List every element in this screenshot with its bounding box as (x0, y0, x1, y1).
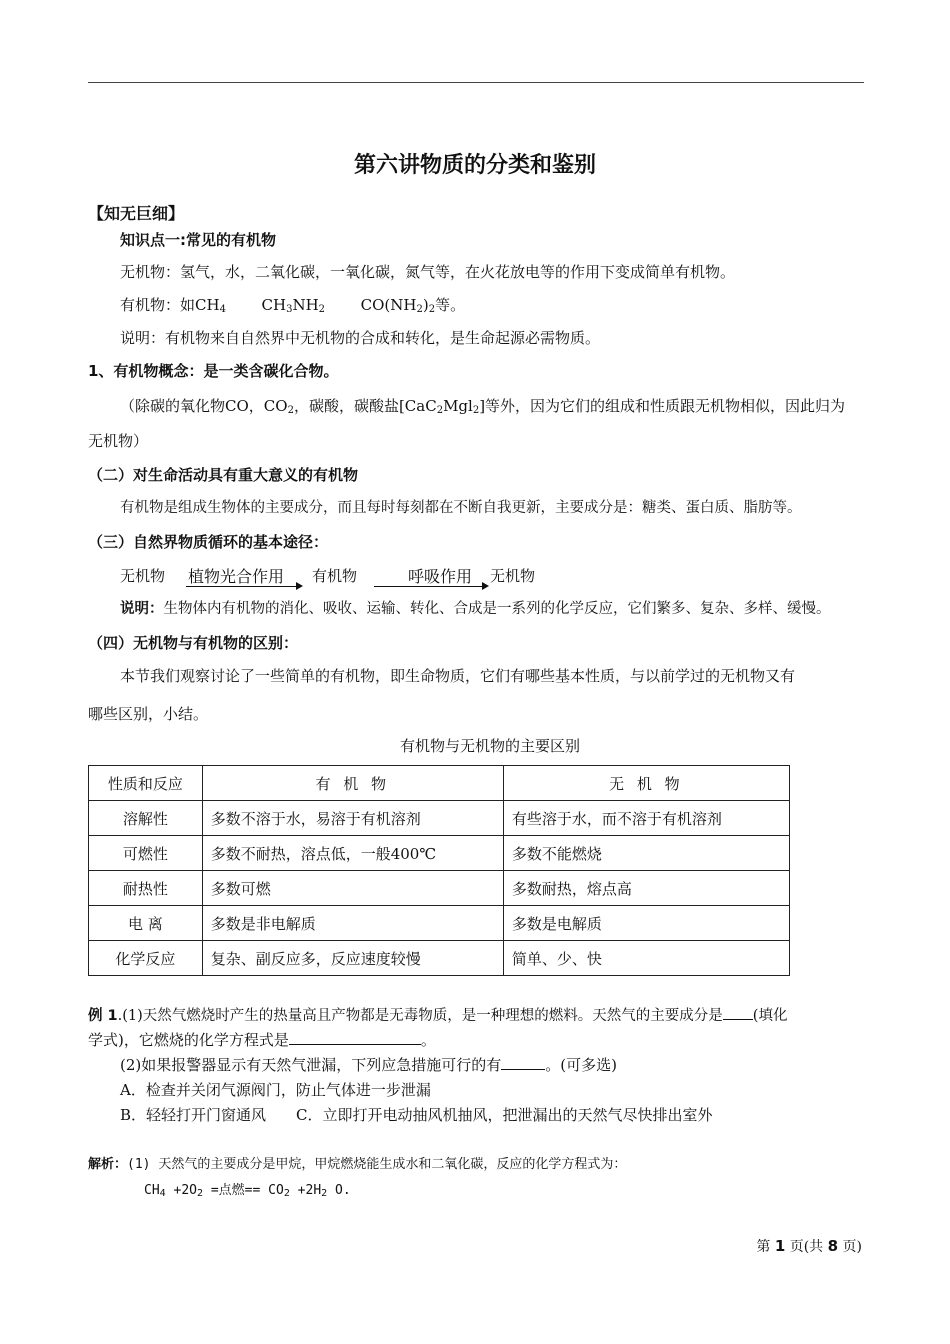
sec2-text: 有机物是组成生物体的主要成分，而且每时每刻都在不断自我更新，主要成分是：糖类、蛋白质、脂肪等。 (120, 500, 802, 516)
table-caption: 有机物与无机物的主要区别 (399, 737, 580, 755)
cycle-step2-label: 呼吸作用 (408, 567, 473, 586)
table-header-cell: 无 机 物 (503, 766, 789, 801)
table-cell: 复杂、副反应多，反应速度较慢 (202, 941, 503, 976)
table-cell: 溶解性 (89, 801, 203, 836)
table-cell: 多数不耐热，溶点低，一般400℃ (202, 836, 503, 871)
page-number: 1 (774, 1237, 786, 1255)
table-cell: 电 离 (89, 906, 203, 941)
table-header-cell: 有 机 物 (202, 766, 503, 801)
cycle-arrow2-head (482, 582, 489, 590)
example-option-c: C．立即打开电动抽风机抽风，把泄漏出的天然气尽快排出室外 (296, 1106, 713, 1124)
sec4-heading: （四）无机物与有机物的区别： (88, 634, 299, 652)
kp1-heading: 知识点一:常见的有机物 (120, 231, 276, 249)
concept-text-line2: 无机物） (88, 432, 149, 450)
answer-blank-equation[interactable] (289, 1030, 421, 1045)
table-cell: 多数是电解质 (503, 906, 789, 941)
answer-blank-formula[interactable] (723, 1005, 753, 1020)
example-option-a: A．检查并关闭气源阀门，防止气体进一步泄漏 (120, 1081, 431, 1099)
example-q2: (2)如果报警器显示有天然气泄漏，下列应急措施可行的有 。(可多选) (120, 1056, 617, 1074)
header-rule (88, 82, 864, 83)
sec3-note-label: 说明： (120, 601, 164, 617)
table-row (89, 906, 790, 941)
table-row (89, 836, 790, 871)
sec4-text-line1: 本节我们观察讨论了一些简单的有机物，即生命物质，它们有哪些基本性质，与以前学过的无机物又有 (120, 667, 796, 685)
table-header-cell: 性质和反应 (89, 766, 203, 801)
organic-suffix: 等。 (435, 296, 466, 314)
sec2-heading: （二）对生命活动具有重大意义的有机物 (88, 466, 359, 484)
example-option-b: B．轻轻打开门窗通风 (120, 1106, 267, 1124)
table-cell: 多数是非电解质 (202, 906, 503, 941)
cycle-arrow2-line (374, 586, 482, 587)
kp1-organic-line (120, 295, 465, 320)
table-cell: 耐热性 (89, 871, 203, 906)
kp1-inorganic-line: 无机物：氢气，水，二氧化碳，一氧化碳，氮气等，在火花放电等的作用下变成简单有机物。 (120, 263, 736, 281)
table-row (89, 801, 790, 836)
sec4-text-line2: 哪些区别，小结。 (88, 705, 209, 723)
example-label: 例 1 (88, 1008, 118, 1024)
cycle-step1-label: 植物光合作用 (188, 567, 285, 586)
answer-blank-measures[interactable] (501, 1055, 545, 1070)
organic-prefix: 有机物：如 (120, 296, 196, 314)
table-cell: 多数耐热，熔点高 (503, 871, 789, 906)
table-cell: 简单、少、快 (503, 941, 789, 976)
analysis-label: 解析： (88, 1157, 128, 1172)
table-cell: 化学反应 (89, 941, 203, 976)
example-q1-line2: 学式)，它燃烧的化学方程式是 。 (88, 1031, 436, 1049)
table-cell: 多数不能燃烧 (503, 836, 789, 871)
analysis-line1: 解析：(1) 天然气的主要成分是甲烷，甲烷燃烧能生成水和二氧化碳，反应的化学方程式为： (88, 1157, 627, 1172)
section-header: 【知无巨细】 (88, 204, 185, 223)
table-row (89, 941, 790, 976)
table-cell: 多数不溶于水，易溶于有机溶剂 (202, 801, 503, 836)
page-footer: 第 1 页(共 8 页) (756, 1237, 862, 1255)
cycle-start: 无机物 (120, 567, 166, 585)
cycle-end: 无机物 (490, 567, 536, 585)
cycle-arrow1-head (296, 582, 303, 590)
page-title: 第六讲物质的分类和鉴别 (353, 153, 596, 178)
page-total: 8 (827, 1237, 839, 1255)
formula-ch3nh2: $CH_3NH_2$ (261, 296, 326, 315)
sec3-note (120, 599, 831, 619)
table-cell: 可燃性 (89, 836, 203, 871)
table-cell: 多数可燃 (202, 871, 503, 906)
sec3-note-text: 生物体内有机物的消化、吸收、运输、转化、合成是一系列的化学反应，它们繁多、复杂、多样、缓慢。 (163, 601, 831, 617)
formula-urea: $CO(NH_2)_2$ (360, 296, 436, 315)
kp1-note: 说明：有机物来自自然界中无机物的合成和转化，是生命起源必需物质。 (120, 329, 601, 347)
concept-text-line1: （除碳的氧化物CO，$CO_2$，碳酸，碳酸盐[CaC$_2$Mgl$_2$]等外，因为它们的组成和性质跟无机物相似，因此归为 (120, 397, 846, 416)
sec3-heading: （三）自然界物质循环的基本途径： (88, 533, 329, 551)
example-options-bc (120, 1105, 713, 1125)
cycle-middle: 有机物 (312, 567, 358, 585)
comparison-table (88, 765, 790, 976)
table-header-row (89, 766, 790, 801)
formula-ch4: $CH_4$ (195, 296, 226, 315)
table-row (89, 871, 790, 906)
table-cell: 有些溶于水，而不溶于有机溶剂 (503, 801, 789, 836)
cycle-arrow1-line (186, 586, 296, 587)
analysis-equation: $CH_4 +2O_2$ =点燃== $CO_2 +2H_2$ O. (144, 1183, 351, 1199)
example-q1-line1: 例 1.(1)天然气燃烧时产生的热量高且产物都是无毒物质，是一种理想的燃料。天然气的主要成分是 (填化 (88, 1005, 787, 1026)
concept-heading: 1、有机物概念：是一类含碳化合物。 (88, 362, 339, 380)
